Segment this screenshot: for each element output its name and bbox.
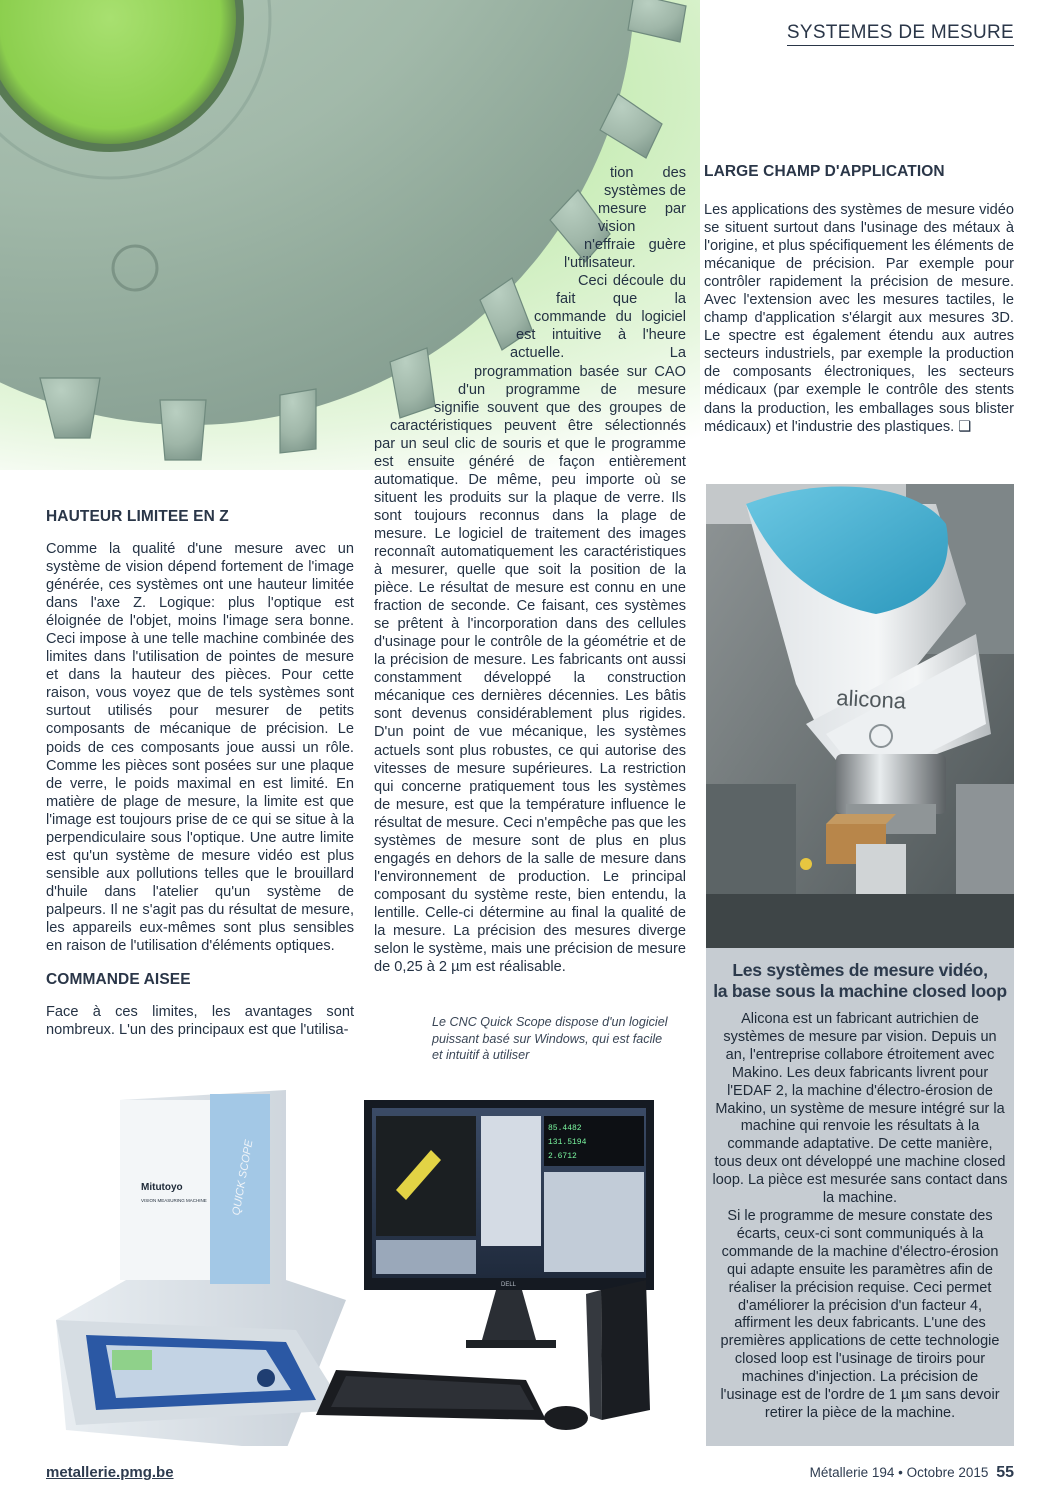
sidebar-title-line1: Les systèmes de mesure vidéo, [732, 960, 988, 980]
article-col2-para2: Ceci découle du fait que la commande du logiciel est intuitive à l'heure actuelle. La programmation basée sur CAO d'un programme de mesure signifie souvent que des groupes de caractéristiques peuvent être sélectionnés par un seul clic de souris et que le programme est ensuite généré de façon entièrement automatique. De même, peu importe où se situent les produits sur la plaque de verre. Ils sont toujours reconnus dans la plage de mesure. Le logiciel de traitement des images reconnaît automatiquement les caractéristiques à mesurer, quelle que soit la position de la pièce. Le résultat de mesure est connu en une fraction de seconde. Ce faisant, ces systèmes se prêtent à l'incorporation dans des cellules d'usinage pour le contrôle de la géométrie et de la précision de mesure. Les fabricants ont aussi constamment développé la construction mécanique ces dernières décennies. Les bâtis sont devenus considérablement plus rigides. D'un point de vue mécanique, les systèmes actuels sont plus robustes, ce qui autorise des vitesses de mesure supérieures. La restriction qui concerne pratiquement tous les systèmes de mesure, est que la température influence le résultat de mesure. Ceci n'empêche pas que les systèmes de mesure sont de plus en plus engagés en dehors de la salle de mesure dans l'environnement de production. Le principal composant du système reste, bien entendu, la lentille. Celle-ci détermine au final la qualité de la mesure. La précision des mesures diverge selon le système, mais une précision de mesure de 0,25 à 2 µm est réalisable. [374, 273, 686, 976]
heading-commande: COMMANDE AISEE [46, 971, 191, 989]
readout-2: 131.5194 [548, 1138, 587, 1147]
issue-info [810, 1464, 1014, 1482]
website-link[interactable]: metallerie.pmg.be [46, 1464, 174, 1481]
monitor-brand: DELL [501, 1282, 517, 1288]
sidebar-para2: Si le programme de mesure constate des écarts, ceux-ci sont communiqués à la commande de la machine d'électro-érosion qui adapte ensuite les paramètres afin de réaliser la précision requise. Ceci permet d'améliorer la précision d'un facteur 4, affirment les deux fabricants. L'une des premières applications de cette technologie closed loop est l'usinage de tiroirs pour machines d'injection. La précision de l'usinage est de l'ordre de 1 µm sans devoir retirer la pièce de la machine. [720, 1207, 1000, 1421]
issue-label: Métallerie 194 • Octobre 2015 [809, 1465, 989, 1480]
article-column-1 [46, 508, 354, 1039]
machine-model: QUICK SCOPE [230, 1138, 256, 1217]
article-col1-para2: Face à ces limites, les avantages sont nombreux. L'un des principaux est que l'utilisa- [46, 1004, 354, 1039]
alicona-logo-text: alicona [835, 684, 907, 714]
machine-subtitle: VISION MEASURING MACHINE [141, 1198, 207, 1203]
page-number: 55 [996, 1464, 1014, 1481]
sidebar-para1: Alicona est un fabricant autrichien de systèmes de mesure par vision. Depuis un an, l'entreprise collabore étroitement avec Makino. Les deux fabricants livrent pour l'EDAF 2, la machine d'électro-érosion de Makino, un système de mesure intégré sur la machine qui renvoie les résultats à la commande adaptative. De cette manière, tous deux ont développé une machine closed loop. La pièce est mesurée sans contact dans la machine. [712, 1011, 1008, 1207]
machine-brand: Mitutoyo [141, 1182, 183, 1193]
image-caption: Le CNC Quick Scope dispose d'un logiciel puissant basé sur Windows, qui est facile et intuitif à utiliser [432, 1015, 668, 1062]
end-of-article-icon: ❑ [958, 418, 972, 435]
sidebar-box [706, 948, 1014, 1446]
readout-1: 85.4482 [548, 1124, 582, 1133]
heading-hauteur: HAUTEUR LIMITEE EN Z [46, 508, 229, 525]
quickscope-illustration [46, 1080, 694, 1446]
article-column-2 [374, 164, 686, 976]
article-col1-para1: Comme la qualité d'une mesure avec un système de vision dépend fortement de l'image générée, ces systèmes ont une hauteur limitée dans l'axe Z. Logique: plus l'optique est éloignée de l'objet, moins l'image sera bonne. Ceci impose à une telle machine combinée des limites dans l'utilisation de pointes de mesure et dans la hauteur des pièces. Pour cette raison, vous voyez que de tels systèmes sont surtout utilisés pour mesurer de petits composants de mécanique de précision. Le poids de ces composants joue aussi un rôle. Comme les pièces sont posées sur une plaque de verre, le poids maximal en est limité. En matière de plage de mesure, la limite est que l'image est toujours prise de ce qui se situe à la perpendiculaire sous l'optique. Une autre limite est qu'un système de mesure vidéo est plus sensible aux pollutions telles que le brouillard d'huile dans l'atelier qu'un système de palpeurs. Il ne s'agit pas du résultat de mesure, les appareils eux-mêmes sont plus sensibles en raison de l'utilisation d'éléments optiques. [46, 541, 354, 955]
quickscope-photo [46, 1080, 694, 1446]
article-column-3 [704, 163, 1014, 436]
alicona-photo [706, 484, 1014, 948]
article-col3-para1: Les applications des systèmes de mesure vidéo se situent surtout dans l'usinage des métaux à l'origine, et plus spécifiquement les éléments de mécanique de précision. Par exemple pour contrôler rapidement la précision de mesure. Avec l'extension avec les mesures tactiles, le champ d'application s'élargit aux mesures 3D. Le spectre est également étendu aux autres secteurs industriels, par exemple la production de composants électroniques, les secteurs médicaux (par exemple le contrôle des stents dans la production, les emballages sous blister médicaux) et l'industrie des plastiques. ❑ [704, 202, 1014, 435]
readout-3: 2.6712 [548, 1152, 577, 1161]
alicona-illustration [706, 484, 1014, 948]
sidebar-title-line2: la base sous la machine closed loop [713, 981, 1007, 1001]
sidebar-title [706, 960, 1014, 1002]
article-col2-para1: tion des systèmes de mesure par vision n'effraie guère l'utilisateur. [564, 165, 686, 272]
heading-large-champ: LARGE CHAMP D'APPLICATION [704, 163, 945, 180]
section-title: SYSTEMES DE MESURE [787, 22, 1014, 46]
